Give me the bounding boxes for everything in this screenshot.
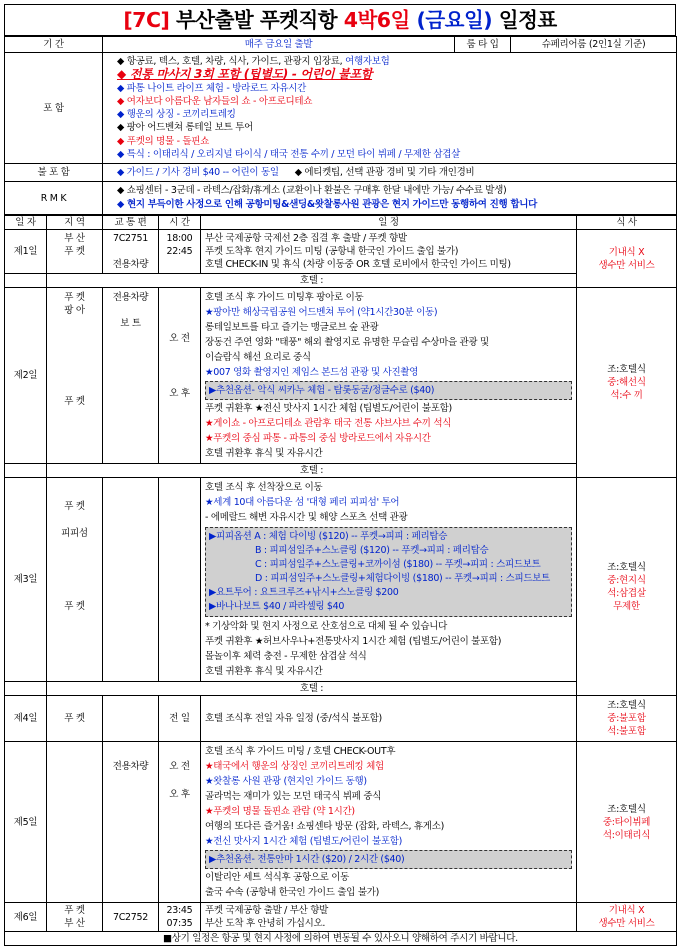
day-schedule: 부산 국제공항 국제선 2층 집결 후 출발 / 푸켓 향발 푸켓 도착후 현지 가이드 미팅 (공항내 한국인 가이드 출입 불가) 호텔 CHECK-IN 및 휴식 (차량 이동중 OR 호텔 로비에서 한국인 가이드 미팅) (201, 230, 577, 274)
info-table (4, 36, 677, 215)
recommended-option: ▶추천옵션- 악식 씨카누 체험 - 탐롯동굴/정글수로 ($40) (205, 381, 572, 400)
col-header-time: 시 간 (159, 216, 201, 230)
title-code: [7C] (123, 8, 170, 32)
day-label: 제4일 (5, 696, 47, 742)
exclude-label: 불 포 함 (5, 164, 103, 182)
day-schedule: 푸켓 국제공항 출발 / 부산 향발 부산 도착 후 안녕히 가십시오. (201, 903, 577, 932)
col-header-schedule: 일 정 (201, 216, 577, 230)
day5-row (5, 742, 677, 903)
rmk-content (103, 182, 677, 215)
day-meal: 기내식 X 생수만 서비스 (577, 230, 677, 288)
day-schedule: 호텔 조식후 전일 자유 일정 (중/석식 불포함) (201, 696, 577, 742)
title-nights: 4박6일 (343, 8, 410, 32)
day-transport: 7C2751 전용차량 (103, 230, 159, 274)
day2-row (5, 288, 677, 464)
title-part1: 부산출발 푸켓직항 (169, 8, 344, 32)
include-item: ◆ 행운의 상징 - 코끼리트레킹 (117, 109, 236, 121)
footer-note: ■상기 일정은 항공 및 현지 사정에 의하여 변동될 수 있사오니 양해하여 주시기 바랍니다. (5, 932, 677, 946)
period-value: 매주 금요일 출발 (103, 37, 455, 53)
exclude-items: ◆ 가이드 / 기사 경비 $40 -- 어린이 동일 ◆ 에티켓팁, 선택 관광 경비 및 기타 개인경비 (103, 164, 677, 182)
day3-row (5, 478, 677, 682)
room-label: 룸 타 입 (455, 37, 511, 53)
day-label: 제5일 (5, 742, 47, 903)
include-list (103, 53, 677, 164)
day-time: 23:45 07:35 (159, 903, 201, 932)
day-meal: 조:호텔식 중:타이뷔페 석:이태리식 (577, 742, 677, 903)
schedule-header-row (5, 216, 677, 230)
day-schedule: 호텔 조식 후 가이드 미팅 / 호텔 CHECK-OUT후 ★태국에서 행운의 상징인 코끼리트레킹 체험 ★왓찰롱 사원 관광 (현지인 가이드 동행) 골라먹는 재미가 있는 모던 태국식 뷔페 중식 ★푸켓의 명물 돌핀쇼 관람 (약 1시간) 여행의 또다른 즐거움! 쇼핑센타 방문 (잡화, 라텍스, 휴게소) ★전신 맛사지 1시간 체험 (팁별도/어린이 불포함) ▶추천옵션- 전통안마 1시간 ($20) / 2시간 ($40) 이탈리안 세트 석식후 공항으로 이동 출국 수속 (공항내 한국인 가이드 출입 불가) (201, 742, 577, 903)
schedule-table (4, 215, 677, 946)
include-item: ◆ 푸켓의 명물 - 돌핀쇼 (117, 135, 210, 147)
title-part2: 일정표 (492, 8, 557, 32)
include-item: ◆ 팡아 어드벤쳐 롱테일 보트 투어 (117, 122, 254, 134)
room-value: 슈페리어룸 (2인1실 기준) (511, 37, 677, 53)
day-transport: 전용차량 보 트 (103, 288, 159, 464)
day-label: 제3일 (5, 478, 47, 682)
day-meal: 조:호텔식 중:해선식 석:수 끼 (577, 288, 677, 478)
include-item: ◆ 항공료, 텍스, 호텔, 차량, 식사, 가이드, 관광지 입장료, 여행자보험 (117, 56, 390, 67)
day-label: 제2일 (5, 288, 47, 464)
day1-row (5, 230, 677, 274)
day6-row (5, 903, 677, 932)
day-schedule: 호텔 조식 후 가이드 미팅후 팡아로 이동 ★팡아만 해상국립공원 어드벤쳐 투어 (약1시간30분 이동) 롱테일보트를 타고 즐기는 맹글로브 숲 관광 장동건 주연 영화 "태풍" 해외 촬영지로 유명한 무슬림 수상마을 관광 및 이슬람식 해선 요리로 중식 ★007 영화 촬영지인 제임스 본드섬 관광 및 사진촬영 ▶추천옵션- 악식 씨카누 체험 - 탐롯동굴/정글수로 ($40) 푸켓 귀환후 ★전신 맛사지 1시간 체험 (팁별도/어린이 불포함) ★게이쇼 - 아프로디테쇼 관람후 태국 전통 샤브샤브 수끼 석식 ★푸켓의 중심 파통 - 파통의 중심 방라로드에서 자유시간 호텔 귀환후 휴식 및 자유시간 (201, 288, 577, 464)
day-hotel: 호텔 : (47, 274, 577, 288)
col-header-day: 일 자 (5, 216, 47, 230)
day-label: 제6일 (5, 903, 47, 932)
day-region: 푸 켓 피피섬 푸 켓 (47, 478, 103, 682)
include-item: ◆ 여자보다 아름다운 남자들의 쇼 - 아프로디테쇼 (117, 95, 313, 107)
day-time: 오 전 오 후 (159, 742, 201, 903)
pp-options: ▶피피옵션 A : 체험 다이빙 ($120) -- 푸켓→피피 : 페리탑승 B : 피피섬일주+스노클링 ($120) -- 푸켓→피피 : 페리탑승 C : 피피섬일주+스노클링+코까이섬 ($180) -- 푸켓→피피 : 스피드보트 D : 피피섬일주+스노클링+체험다이빙 ($180) -- 푸켓→피피 : 스피드보트 ▶요트투어 : 요트크루즈+낚시+스노클링 $200 ▶바나나보트 $40 / 파라셀링 $40 (205, 527, 572, 617)
rmk-line: ◆ 현지 부득이한 사정으로 인해 공항미팅&샌딩&왓찰롱사원 관광은 현지 가이드만 동행하여 진행 합니다 (117, 199, 538, 211)
day-time: 오 전 오 후 (159, 288, 201, 464)
day-region: 푸 켓 부 산 (47, 903, 103, 932)
period-label: 기 간 (5, 37, 103, 53)
day-transport: 7C2752 (103, 903, 159, 932)
col-header-region: 지 역 (47, 216, 103, 230)
day-schedule: 호텔 조식 후 선착장으로 이동 ★세계 10대 아름다운 섬 '대형 페리 피피섬' 투어 - 에메랄드 해변 자유시간 및 해양 스포츠 선택 관광 ▶피피옵션 A : 체험 다이빙 ($120) -- 푸켓→피피 : 페리탑승 B : 피피섬일주+스노클링 ($120) -- 푸켓→피피 : 페리탑승 C : 피피섬일주+스노클링+코까이섬 ($180) -- 푸켓→피피 : 스피드보트 D : 피피섬일주+스노클링+체험다이빙 ($180) -- 푸켓→피피 : 스피드보트 ▶요트투어 : 요트크루즈+낚시+스노클링 $200 ▶바나나보트 $40 / 파라셀링 $40 * 기상악화 및 현지 사정으로 산호섬으로 대체 될 수 있습니다 푸켓 귀환후 ★허브사우나+전통맛사지 1시간 체험 (팁별도/어린이 불포함) 몰놀이후 체력 충전 - 무제한 삼겹살 석식 호텔 귀환후 휴식 및 자유시간 (201, 478, 577, 682)
recommended-option: ▶추천옵션- 전통안마 1시간 ($20) / 2시간 ($40) (205, 850, 572, 869)
include-label: 포 함 (5, 53, 103, 164)
day4-row (5, 696, 677, 742)
day-region: 푸 켓 (47, 696, 103, 742)
day-region: 부 산 푸 켓 (47, 230, 103, 274)
rmk-line: ◆ 쇼핑센터 - 3군데 - 라텍스/잡화/휴게소 (교환이나 환불은 구매후 한달 내에만 가능/ 수수료 발생) (117, 185, 507, 197)
day-meal: 기내식 X 생수만 서비스 (577, 903, 677, 932)
page-title (4, 4, 676, 36)
day-hotel: 호텔 : (47, 464, 577, 478)
day-label: 제1일 (5, 230, 47, 274)
day-meal: 조:호텔식 중:불포함 석:불포함 (577, 696, 677, 742)
day-hotel: 호텔 : (47, 682, 577, 696)
day-transport: 전용차량 (103, 742, 159, 903)
day-meal: 조:호텔식 중:현지식 석:삼겹살 무제한 (577, 478, 677, 696)
title-day: (금요일) (409, 8, 493, 32)
day-time: 18:00 22:45 (159, 230, 201, 274)
include-item: ◆ 특식 : 이태리식 / 오리지널 타이식 / 태국 전통 수끼 / 모던 타이 뷔페 / 무제한 삼겹살 (117, 149, 460, 161)
day-time: 전 일 (159, 696, 201, 742)
include-item: ◆ 전통 마사지 3회 포함 (팁별도) - 어린이 불포함 (117, 67, 373, 82)
rmk-label: R M K (5, 182, 103, 215)
col-header-transport: 교 통 편 (103, 216, 159, 230)
itinerary-page (4, 4, 676, 946)
include-item: ◆ 파통 나이트 라이프 체험 - 방라로드 자유시간 (117, 82, 306, 94)
day-region: 푸 켓 팡 아 푸 켓 (47, 288, 103, 464)
col-header-meal: 식 사 (577, 216, 677, 230)
